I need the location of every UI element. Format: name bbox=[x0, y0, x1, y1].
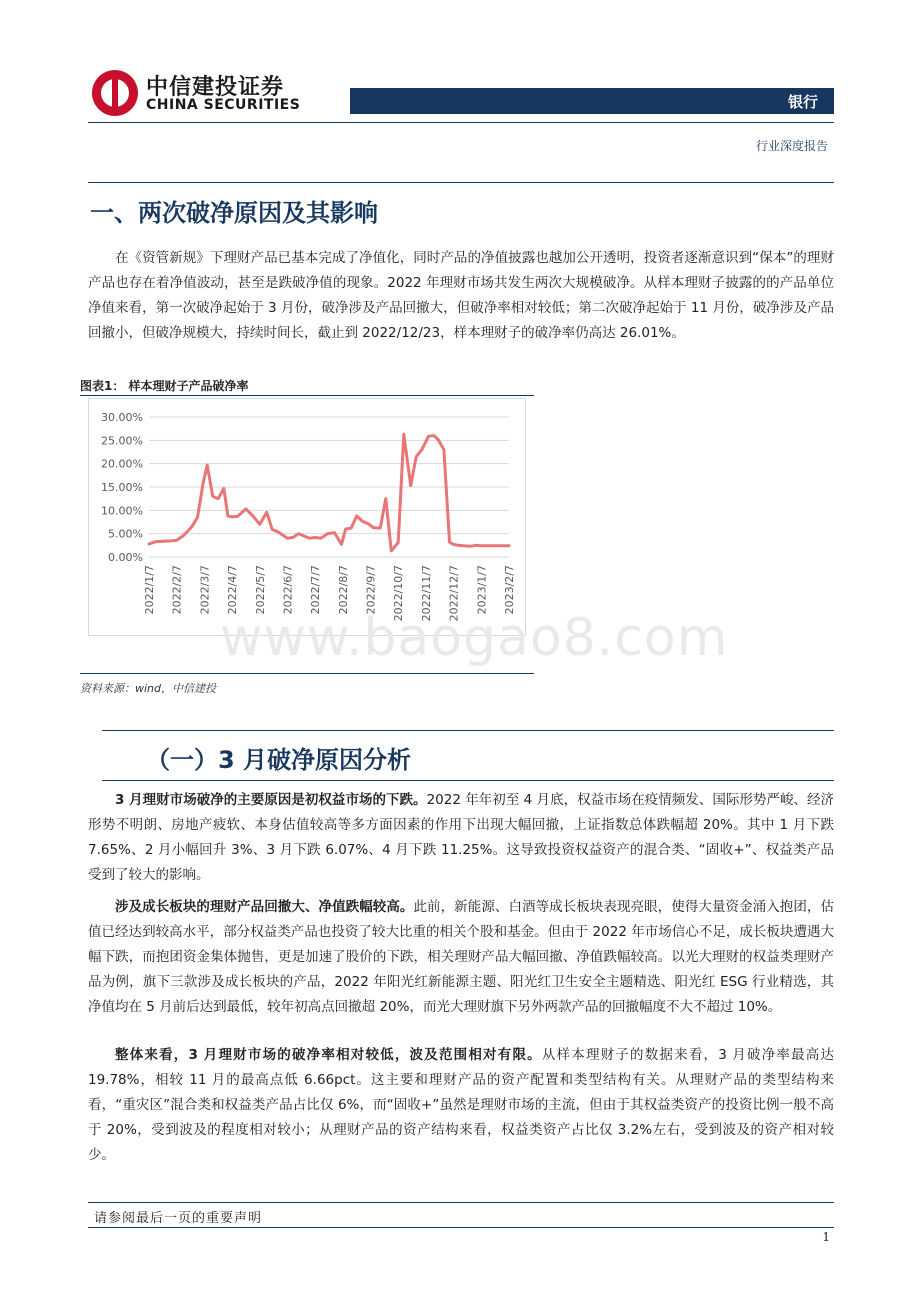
p3-lead: 整体来看，3 月理财市场的破净率相对较低，波及范围相对有限。 bbox=[115, 1047, 542, 1063]
y-tick-label: 30.00% bbox=[101, 411, 143, 424]
y-tick-label: 5.00% bbox=[108, 527, 143, 541]
x-tick-label: 2022/2/7 bbox=[170, 565, 184, 615]
subsection-divider-top bbox=[102, 730, 834, 731]
y-tick-label: 0.00% bbox=[108, 551, 143, 564]
chart-container bbox=[88, 398, 526, 636]
line-chart bbox=[89, 399, 525, 635]
disclaimer: 请参阅最后一页的重要声明 bbox=[94, 1211, 263, 1226]
brand-name-cn: 中信建投证券 bbox=[146, 75, 285, 100]
sector-label: 银行 bbox=[787, 93, 818, 111]
p2-lead: 涉及成长板块的理财产品回撤大、净值跌幅较高。 bbox=[115, 899, 414, 915]
section1-paragraph: 在《资管新规》下理财产品已基本完成了净值化，同时产品的净值披露也越加公开透明，投资者逐渐意识到“保本”的理财产品也存在着净值波动，甚至是跌破净值的现象。2022 年理财市场共发生两次大规模破净。从样本理财子披露的的产品单位净值来看，第一次破净起始于 3 月份，破净涉及产品回撤大，但破净率相对较低；第二次破净起始于 11 月份，破净涉及产品回撤小，但破净规模大，持续时间长，截止到 2022/12/23，样本理财子的破净率仍高达 26.01%。 bbox=[88, 250, 834, 341]
section-divider bbox=[88, 182, 834, 183]
page-number: 1 bbox=[822, 1230, 830, 1244]
p2-body: 此前，新能源、白酒等成长板块表现亮眼，使得大量资金涌入抱团，估值已经达到较高水平，部分权益类产品也投资了较大比重的相关个股和基金。但由于 2022 年市场信心不足，成长板块遭遇大幅下跌，而抱团资金集体抛售，更是加速了股价的下跌，相关理财产品大幅回撤、净值跌幅较高。以光大理财的权益类理财产品为例，旗下三款涉及成长板块的产品，2022 年阳光红新能源主题、阳光红卫生安全主题精选、阳光红 ESG 行业精选，其净值均在 5 月前后达到最低，较年初高点回撤超 20%，而光大理财旗下另外两款产品的回撤幅度不大不超过 10%。 bbox=[88, 899, 835, 1015]
figure-source: 资料来源：wind，中信建投 bbox=[80, 682, 217, 695]
p1-body: 2022 年年初至 4 月底，权益市场在疫情频发、国际形势严峻、经济形势不明朗、房地产疲软、本身估值较高等多方面因素的作用下出现大幅回撤，上证指数总体跌幅超 20%。其中 1 月下跌 7.65%、2 月小幅回升 3%、3 月下跌 6.07%、4 月下跌 11.25%。这导致投资权益资产的混合类、“固收+”、权益类产品受到了较大的影响。 bbox=[88, 792, 835, 883]
sector-banner bbox=[350, 88, 834, 114]
section1-title: 一、两次破净原因及其影响 bbox=[90, 199, 378, 227]
y-tick-label: 10.00% bbox=[101, 504, 143, 518]
x-tick-label: 2023/2/7 bbox=[503, 565, 516, 615]
figure-top-rule bbox=[80, 395, 534, 396]
x-tick-label: 2023/1/7 bbox=[475, 565, 489, 615]
x-tick-label: 2022/11/7 bbox=[419, 565, 433, 622]
x-tick-label: 2022/9/7 bbox=[364, 565, 378, 615]
subsection-divider-bottom bbox=[102, 780, 834, 781]
x-tick-label: 2022/12/7 bbox=[447, 565, 461, 622]
y-tick-label: 25.00% bbox=[101, 434, 143, 448]
y-tick-label: 20.00% bbox=[101, 457, 143, 471]
x-tick-label: 2022/3/7 bbox=[198, 565, 212, 615]
x-tick-label: 2022/8/7 bbox=[336, 565, 350, 615]
p1-lead: 3 月理财市场破净的主要原因是初权益市场的下跌。 bbox=[115, 792, 427, 808]
report-type: 行业深度报告 bbox=[755, 139, 828, 153]
company-logo bbox=[92, 70, 138, 116]
footer-divider-top bbox=[88, 1202, 834, 1203]
figure-caption: 图表1： 样本理财子产品破净率 bbox=[80, 379, 249, 393]
footer-divider-bottom bbox=[88, 1227, 834, 1228]
figure-bottom-rule bbox=[80, 673, 534, 674]
x-tick-label: 2022/6/7 bbox=[281, 565, 295, 615]
section2-paragraph-2 bbox=[88, 895, 834, 1020]
x-tick-label: 2022/1/7 bbox=[143, 565, 156, 615]
x-tick-label: 2022/4/7 bbox=[226, 565, 240, 615]
section2-paragraph-1 bbox=[88, 788, 834, 888]
x-tick-label: 2022/10/7 bbox=[392, 565, 406, 622]
x-tick-label: 2022/5/7 bbox=[253, 565, 267, 615]
section2-title: （一）3 月破净原因分析 bbox=[146, 746, 412, 774]
p3-body: 从样本理财子的数据来看，3 月破净率最高达 19.78%，相较 11 月的最高点低 6.66pct。这主要和理财产品的资产配置和类型结构有关。从理财产品的类型结构来看，“重灾区”混合类和权益类产品占比仅 6%，而“固收+”虽然是理财市场的主流，但由于其权益类资产的投资比例一般不高于 20%，受到波及的程度相对较小；从理财产品的资产结构来看，权益类资产占比仅 3.2%左右，受到波及的资产相对较少。 bbox=[88, 1047, 834, 1163]
y-tick-label: 15.00% bbox=[101, 481, 143, 494]
header-divider bbox=[88, 122, 834, 123]
brand-name-en: CHINA SECURITIES bbox=[146, 97, 301, 113]
watermark: www.baogao8.com bbox=[220, 608, 729, 668]
x-tick-label: 2022/7/7 bbox=[309, 565, 323, 615]
section2-paragraph-3 bbox=[88, 1043, 834, 1168]
